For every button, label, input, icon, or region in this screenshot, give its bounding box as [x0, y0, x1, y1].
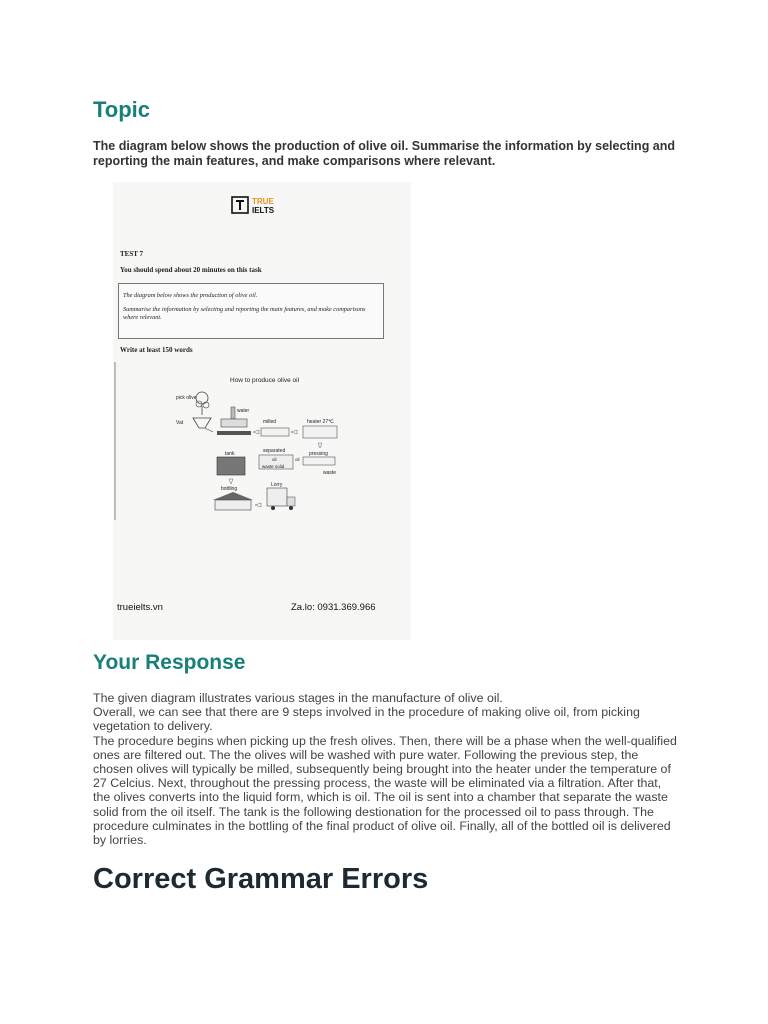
label-tank: tank — [225, 451, 235, 457]
arrow-icon — [255, 503, 261, 507]
task-box-line2: Summarise the information by selecting and reporting the main features, and make comparisons where relevant. — [123, 306, 366, 321]
footer-contact: Za.lo: 0931.369.966 — [291, 602, 376, 613]
label-heater: heater 27℃ — [307, 419, 334, 425]
label-lorry: Lorry — [271, 482, 283, 488]
olive-tree-icon — [196, 392, 209, 415]
grammar-heading: Correct Grammar Errors — [93, 863, 429, 895]
label-waste: waste — [323, 470, 337, 476]
press-icon — [303, 457, 335, 465]
arrow-down-icon — [229, 479, 233, 484]
lorry-icon — [267, 488, 295, 510]
test-label: TEST 7 — [120, 250, 144, 258]
label-waste-solid: waste solid — [262, 464, 285, 469]
topic-heading: Topic — [93, 97, 151, 122]
task-box — [118, 283, 384, 339]
diagram-title: How to produce olive oil — [230, 377, 300, 384]
task-box-line1: The diagram below shows the production of olive oil. — [123, 292, 258, 299]
vat-icon — [193, 418, 213, 432]
logo-word-ielts: IELTS — [252, 206, 275, 215]
tank-icon — [217, 457, 245, 475]
response-paragraph: Overall, we can see that there are 9 steps involved in the procedure of making olive oil, from picking vegetation to delivery. — [93, 705, 640, 734]
bottling-plant-icon — [213, 492, 253, 510]
arrow-icon — [253, 430, 259, 434]
label-vat: Vat — [176, 420, 184, 426]
label-water: water — [237, 408, 250, 414]
label-pressing: pressing — [309, 451, 328, 457]
mill-icon — [261, 428, 289, 436]
topic-prompt: The diagram below shows the production of olive oil. Summarise the information by selecting and reporting the main features, and make comparisons where relevant. — [93, 139, 676, 168]
footer-website: trueielts.vn — [117, 602, 163, 613]
olive-oil-process-diagram — [113, 360, 411, 520]
arrow-icon — [291, 430, 297, 434]
label-pick-olive: pick olive — [176, 395, 197, 401]
task-image — [113, 182, 411, 640]
label-bottling: bottling — [221, 486, 238, 492]
true-ielts-logo — [231, 194, 291, 216]
time-instruction: You should spend about 20 minutes on this task — [120, 266, 262, 274]
label-milled: milled — [263, 419, 277, 425]
response-heading: Your Response — [93, 651, 246, 674]
label-separated: separated — [263, 448, 286, 454]
response-paragraph: The given diagram illustrates various stages in the manufacture of olive oil. — [93, 691, 503, 705]
response-paragraph: The procedure begins when picking up the fresh olives. Then, there will be a phase when the well-qualified ones are filtered out. The the olives will be washed with pure water. Following the previous step, the chosen olives will typically be milled, subsequently being brought into the heater under the temperature of 27 Celcius. Next, throughout the pressing process, the waste will be eliminated via a filtration. After that, the olives converts into the liquid form, which is oil. The oil is sent into a chamber that separate the waste solid from the oil itself. The tank is the following destionation for the processed oil to pass through. The procedure culminates in the bottling of the final product of olive oil. Finally, all of the bottled oil is delivered by lorries. — [93, 733, 677, 848]
logo-word-true: TRUE — [252, 197, 274, 206]
label-oil-side: oil — [295, 457, 300, 462]
heater-icon — [303, 426, 337, 438]
label-oil-layer: oil — [272, 457, 277, 462]
arrow-down-icon — [318, 443, 322, 448]
response-body — [93, 691, 681, 847]
word-instruction: Write at least 150 words — [120, 346, 193, 354]
